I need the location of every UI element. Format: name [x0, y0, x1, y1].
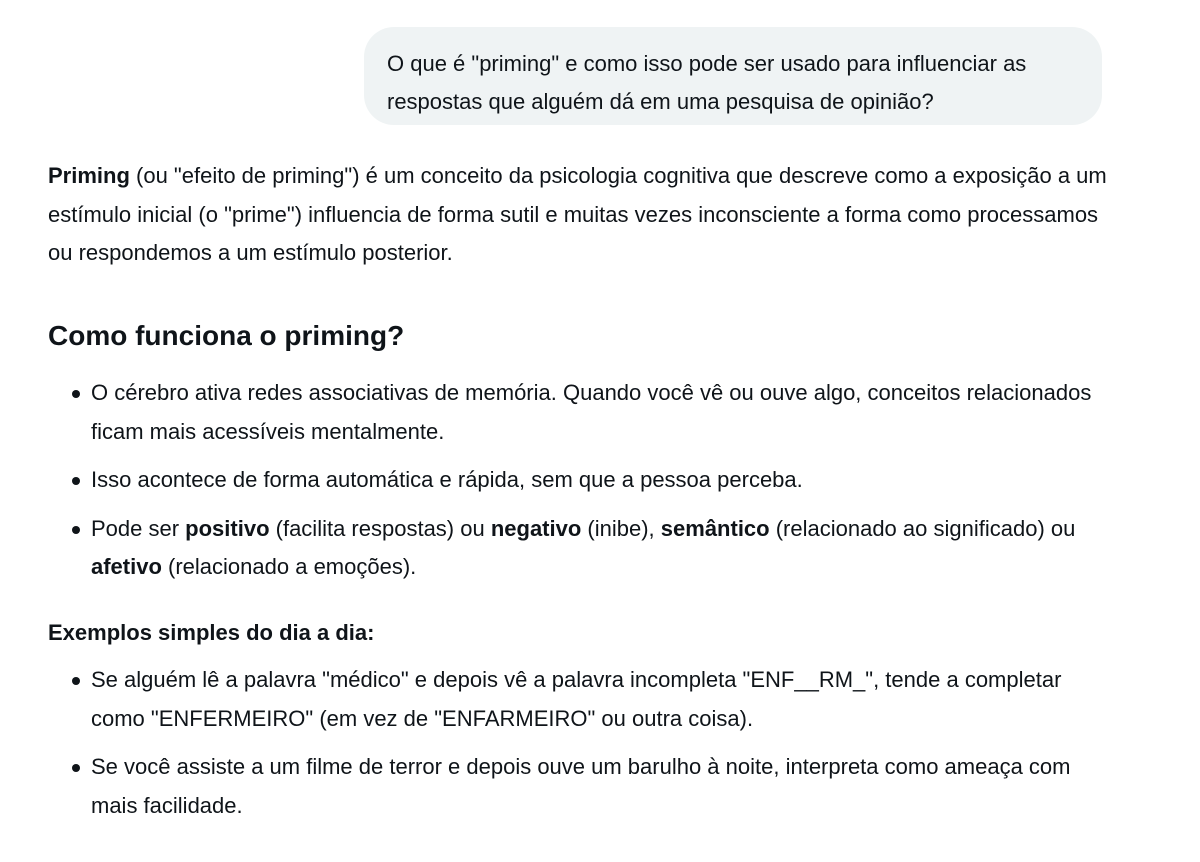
text-segment: (inibe),	[581, 515, 661, 541]
text-segment: (facilita respostas) ou	[269, 515, 491, 541]
text-segment: (relacionado ao significado) ou	[769, 515, 1076, 541]
list-item	[48, 748, 1118, 825]
how-it-works-list	[48, 374, 1118, 597]
section-heading-how-it-works: Como funciona o priming?	[48, 320, 405, 351]
bullet-icon	[72, 764, 80, 772]
bullet-icon	[72, 526, 80, 534]
bold-term: negativo	[490, 515, 582, 541]
list-item	[48, 374, 1118, 451]
intro-term: Priming	[48, 163, 130, 188]
intro-paragraph	[48, 157, 1118, 273]
list-item-text: Se você assiste a um filme de terror e depois ouve um barulho à noite, interpreta como ameaça com mais facilidade.	[91, 754, 1071, 818]
bold-term: positivo	[185, 515, 270, 541]
text-segment: Pode ser	[91, 515, 186, 541]
list-item-text	[91, 516, 1075, 580]
bold-term: afetivo	[91, 554, 162, 579]
intro-text: (ou "efeito de priming") é um conceito da psicologia cognitiva que descreve como a exposição a um estímulo inicial (o "prime") influencia de forma sutil e muitas vezes inconsciente a forma como processamos ou respondemos a um estímulo posterior.	[48, 163, 1107, 265]
list-item-text: Se alguém lê a palavra "médico" e depois vê a palavra incompleta "ENF__RM_", tende a completar como "ENFERMEIRO" (em vez de "ENFARMEIRO" ou outra coisa).	[91, 667, 1062, 731]
examples-list	[48, 661, 1118, 835]
list-item-text: O cérebro ativa redes associativas de memória. Quando você vê ou ouve algo, conceitos relacionados ficam mais acessíveis mentalmente.	[91, 380, 1092, 444]
list-item	[48, 461, 1118, 500]
user-message-bubble	[364, 27, 1102, 125]
list-item	[48, 510, 1118, 587]
list-item-text: Isso acontece de forma automática e rápida, sem que a pessoa perceba.	[91, 467, 803, 492]
bullet-icon	[72, 390, 80, 398]
user-message-text: O que é "priming" e como isso pode ser usado para influenciar as respostas que alguém dá em uma pesquisa de opinião?	[387, 51, 1027, 114]
bullet-icon	[72, 477, 80, 485]
bold-term: semântico	[660, 515, 770, 541]
section-heading-examples: Exemplos simples do dia a dia:	[48, 620, 375, 645]
bullet-icon	[72, 677, 80, 685]
assistant-response	[48, 157, 1118, 818]
text-segment: (relacionado a emoções).	[161, 554, 417, 579]
list-item	[48, 661, 1118, 738]
